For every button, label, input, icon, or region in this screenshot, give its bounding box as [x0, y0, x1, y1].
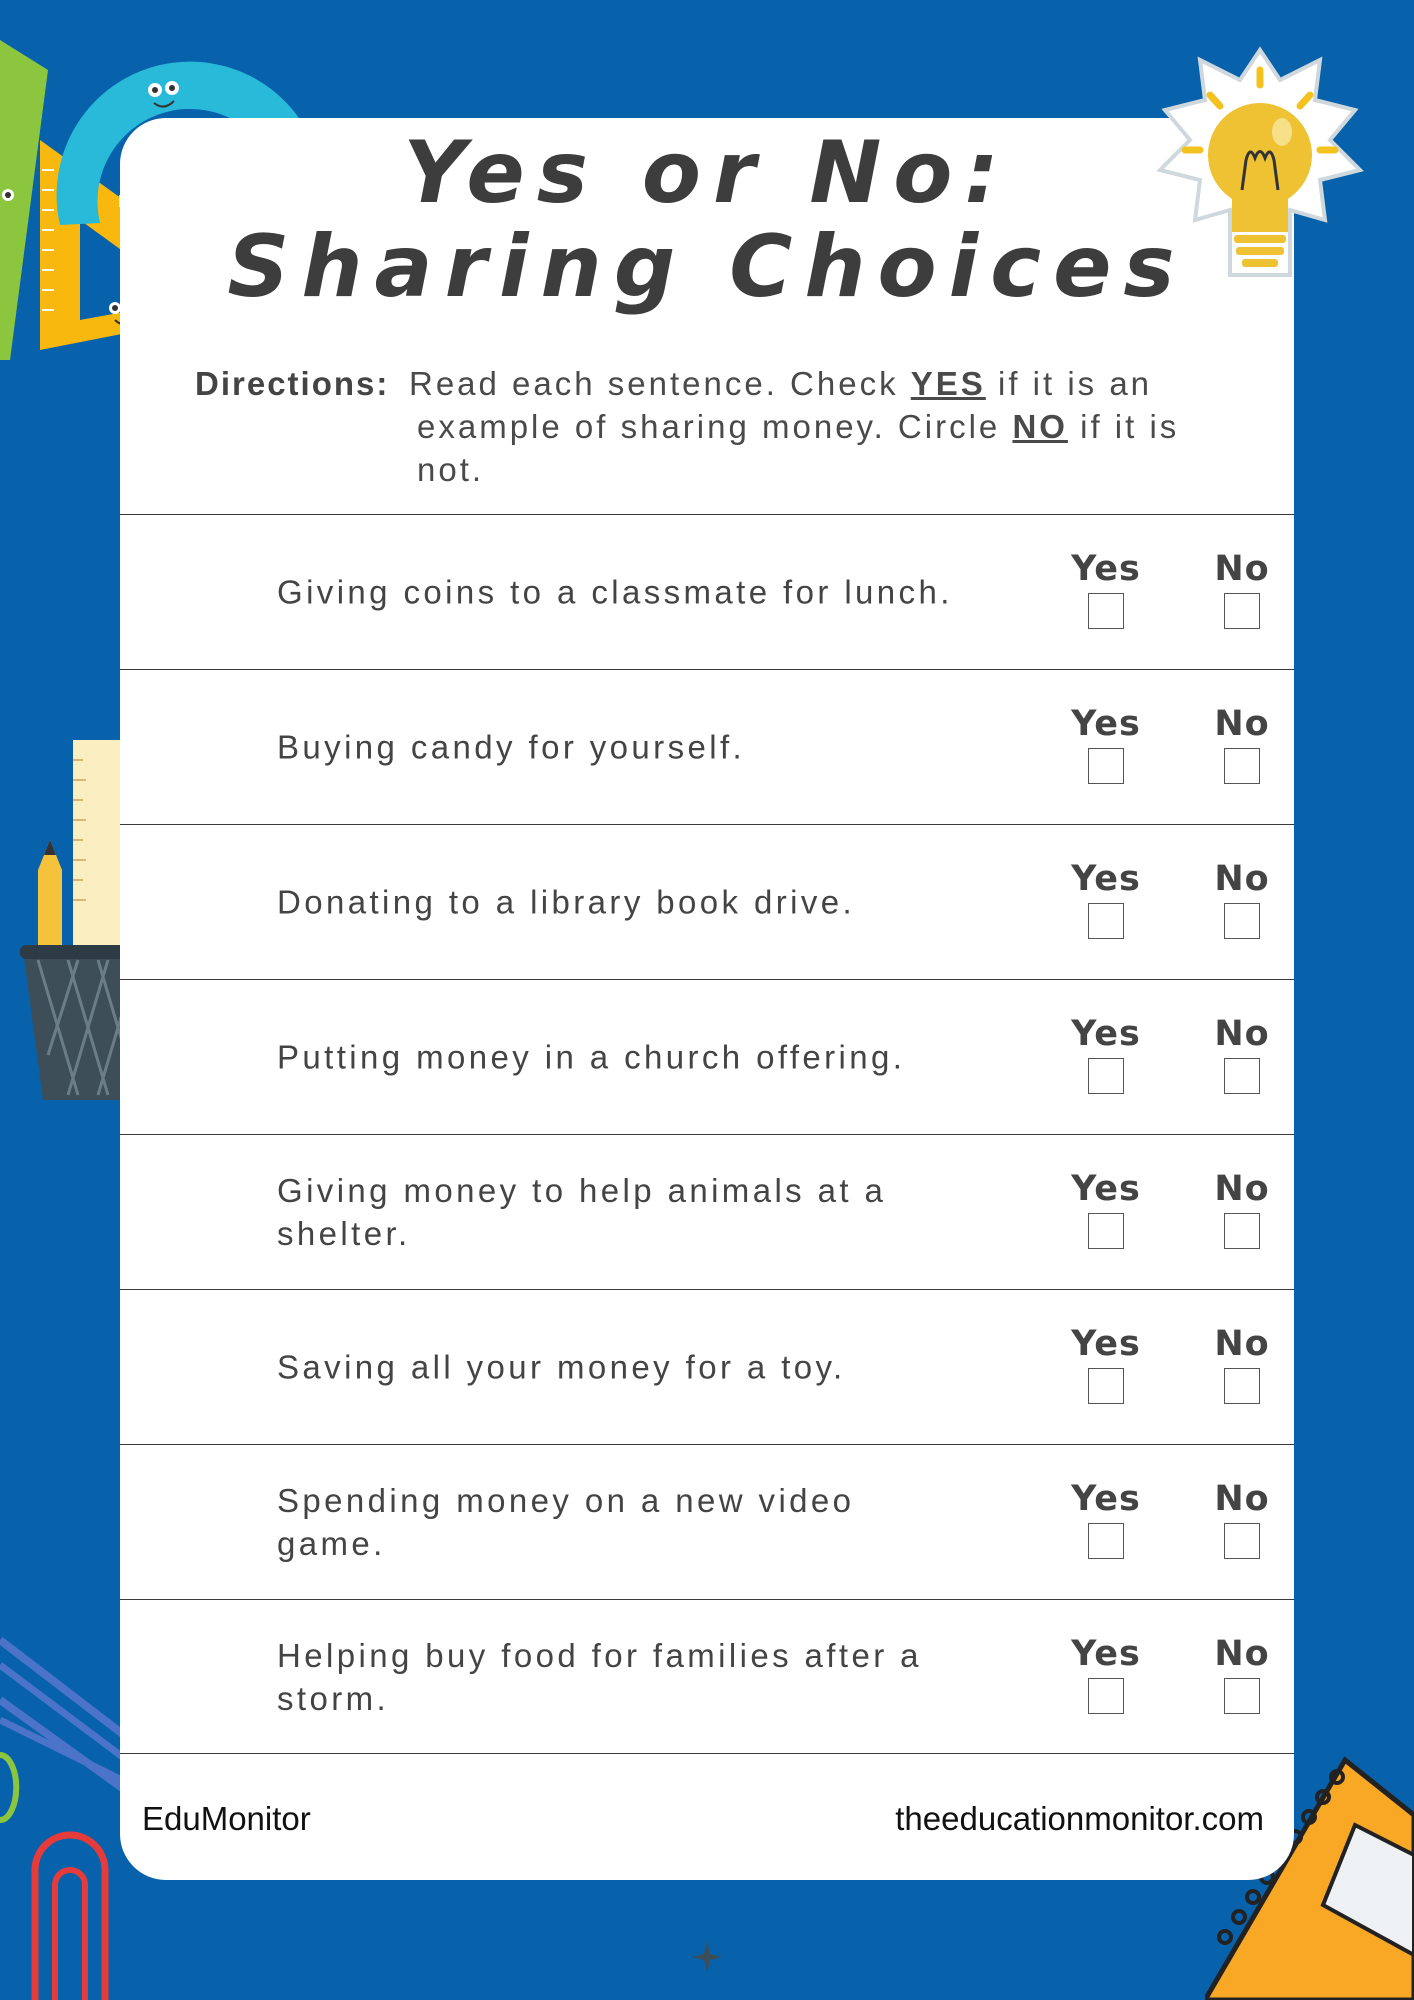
- title-line-2: Sharing Choices: [227, 217, 1187, 317]
- question-row: [120, 1599, 1294, 1754]
- no-checkbox[interactable]: [1224, 1678, 1260, 1714]
- yes-checkbox[interactable]: [1088, 748, 1124, 784]
- question-list: [120, 514, 1294, 1754]
- no-option: [1202, 1479, 1282, 1559]
- directions-label: Directions:: [195, 365, 390, 402]
- question-row: [120, 824, 1294, 979]
- no-checkbox[interactable]: [1224, 593, 1260, 629]
- yes-label: Yes: [1071, 1169, 1141, 1209]
- directions-yes-keyword: YES: [910, 365, 986, 402]
- no-option: [1202, 704, 1282, 784]
- yes-option: [1066, 1014, 1146, 1094]
- no-option: [1202, 549, 1282, 629]
- question-row: [120, 979, 1294, 1134]
- yes-option: [1066, 1479, 1146, 1559]
- sparkle-icon: [690, 1940, 724, 1974]
- yes-checkbox[interactable]: [1088, 903, 1124, 939]
- no-option: [1202, 1324, 1282, 1404]
- no-option: [1202, 1634, 1282, 1714]
- title-line-1: Yes or No:: [403, 123, 1011, 223]
- question-row: [120, 1289, 1294, 1444]
- yes-option: [1066, 1634, 1146, 1714]
- no-label: No: [1214, 1634, 1270, 1674]
- directions: [195, 362, 1235, 491]
- question-text: Giving coins to a classmate for lunch.: [277, 573, 953, 611]
- yes-label: Yes: [1071, 1634, 1141, 1674]
- question-text: Donating to a library book drive.: [277, 883, 856, 921]
- no-option: [1202, 859, 1282, 939]
- yes-option: [1066, 549, 1146, 629]
- no-label: No: [1214, 859, 1270, 899]
- directions-part-3: if it is not.: [417, 408, 1180, 488]
- worksheet-card: [120, 118, 1294, 1880]
- no-checkbox[interactable]: [1224, 1368, 1260, 1404]
- page-title: [120, 123, 1294, 317]
- no-label: No: [1214, 1169, 1270, 1209]
- yes-label: Yes: [1071, 1479, 1141, 1519]
- yes-checkbox[interactable]: [1088, 1058, 1124, 1094]
- no-label: No: [1214, 1014, 1270, 1054]
- yes-label: Yes: [1071, 1324, 1141, 1364]
- no-checkbox[interactable]: [1224, 903, 1260, 939]
- yes-checkbox[interactable]: [1088, 1213, 1124, 1249]
- question-text: Helping buy food for families after a storm.: [277, 1636, 922, 1717]
- footer-brand: EduMonitor: [142, 1800, 311, 1837]
- yes-label: Yes: [1071, 859, 1141, 899]
- lightbulb-icon: [1150, 40, 1370, 300]
- directions-part-1: Read each sentence. Check: [409, 365, 911, 402]
- question-row: [120, 1134, 1294, 1289]
- no-label: No: [1214, 704, 1270, 744]
- no-option: [1202, 1169, 1282, 1249]
- question-text: Buying candy for yourself.: [277, 728, 746, 766]
- yes-option: [1066, 1169, 1146, 1249]
- question-row: [120, 669, 1294, 824]
- no-checkbox[interactable]: [1224, 1523, 1260, 1559]
- no-checkbox[interactable]: [1224, 1213, 1260, 1249]
- yes-option: [1066, 704, 1146, 784]
- yes-checkbox[interactable]: [1088, 1678, 1124, 1714]
- question-text: Spending money on a new video game.: [277, 1482, 855, 1562]
- yes-checkbox[interactable]: [1088, 1523, 1124, 1559]
- no-option: [1202, 1014, 1282, 1094]
- yes-option: [1066, 1324, 1146, 1404]
- question-text: Putting money in a church offering.: [277, 1038, 906, 1076]
- question-text: Saving all your money for a toy.: [277, 1348, 846, 1386]
- footer-website[interactable]: theeducationmonitor.com: [895, 1800, 1264, 1837]
- no-label: No: [1214, 1479, 1270, 1519]
- no-checkbox[interactable]: [1224, 1058, 1260, 1094]
- question-row: [120, 1444, 1294, 1599]
- no-label: No: [1214, 549, 1270, 589]
- no-label: No: [1214, 1324, 1270, 1364]
- no-checkbox[interactable]: [1224, 748, 1260, 784]
- question-row: [120, 514, 1294, 669]
- yes-label: Yes: [1071, 549, 1141, 589]
- yes-label: Yes: [1071, 704, 1141, 744]
- directions-text: [409, 362, 1235, 491]
- directions-part-2: if it is an example of sharing money. Circle: [417, 365, 1153, 445]
- yes-option: [1066, 859, 1146, 939]
- question-text: Giving money to help animals at a shelter.: [277, 1172, 887, 1252]
- yes-checkbox[interactable]: [1088, 1368, 1124, 1404]
- yes-checkbox[interactable]: [1088, 593, 1124, 629]
- yes-label: Yes: [1071, 1014, 1141, 1054]
- directions-no-keyword: NO: [1012, 408, 1068, 445]
